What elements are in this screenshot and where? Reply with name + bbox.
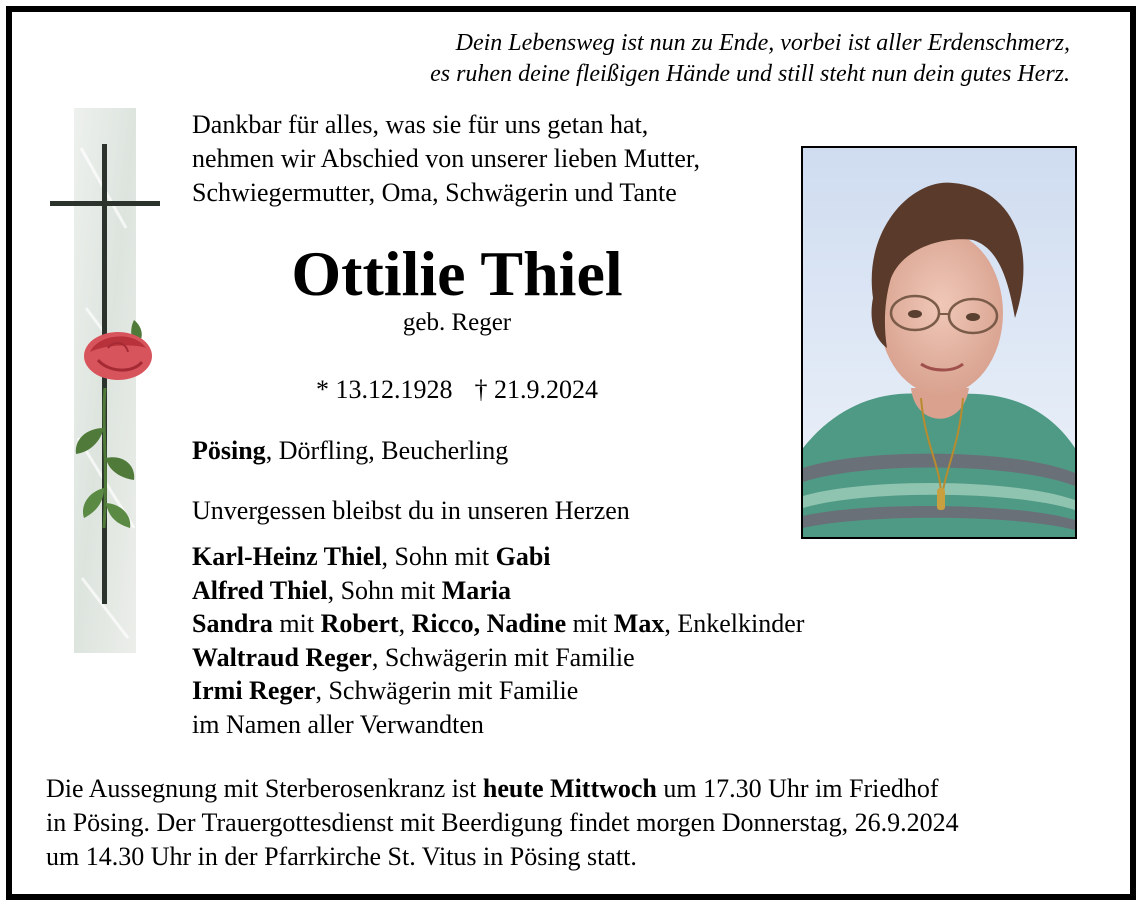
life-dates [192, 375, 722, 405]
mourner-relation: , Sohn mit [381, 542, 496, 571]
mourner-relation: , Sohn mit [327, 575, 442, 605]
intro-text [192, 108, 700, 210]
mourner-relation: , Schwägerin mit Familie [371, 642, 635, 672]
mourner-name: Waltraud Reger [192, 642, 372, 672]
place-rest: , Dörfling, Beucherling [265, 436, 509, 465]
mourner-name: Irmi Reger [192, 676, 316, 705]
places [192, 436, 508, 466]
birth-name: geb. Reger [402, 309, 512, 336]
portrait-photo [801, 146, 1077, 539]
mourner-name: Ricco, Nadine [411, 609, 567, 638]
mourner-row [192, 708, 804, 742]
epitaph-quote [430, 28, 1070, 90]
mourner-name: Karl-Heinz Thiel [192, 542, 382, 571]
mourner-relation: mit [566, 609, 614, 638]
mourner-name: Maria [441, 575, 512, 605]
place-main: Pösing [192, 436, 266, 465]
mourner-row [192, 540, 804, 574]
mourner-relation: , Enkelkinder [664, 609, 805, 638]
service-line-1 [46, 772, 959, 806]
intro-line-1: Dankbar für alles, was sie für uns getan hat, [192, 110, 649, 139]
obituary-card [6, 6, 1136, 900]
mourner-name: Gabi [495, 542, 551, 571]
mourner-relation: mit [272, 609, 321, 638]
service-line-3: um 14.30 Uhr in der Pfarrkirche St. Vitus in Pösing statt. [46, 842, 637, 871]
service-day: heute Mittwoch [482, 774, 657, 803]
intro-line-3: Schwiegermutter, Oma, Schwägerin und Tante [192, 178, 677, 207]
mourner-separator: , [398, 609, 412, 638]
mourner-name: Sandra [192, 609, 273, 638]
service-text: um 17.30 Uhr im Friedhof [656, 774, 939, 803]
mourner-relation: im Namen aller Verwandten [192, 709, 484, 739]
mourner-name: Robert [320, 609, 399, 638]
quote-line-1: Dein Lebensweg ist nun zu Ende, vorbei ist aller Erdenschmerz, [455, 30, 1070, 56]
mourner-name: Alfred Thiel [192, 575, 328, 605]
birth-date: * 13.12.1928 [316, 375, 453, 404]
cross-with-rose-icon [46, 108, 166, 653]
service-notice [46, 772, 959, 874]
mourner-relation: , Schwägerin mit Familie [315, 676, 579, 705]
mourner-row [192, 641, 804, 675]
quote-line-2: es ruhen deine fleißigen Hände und still steht nun dein gutes Herz. [430, 61, 1070, 87]
mourner-row [192, 607, 804, 641]
motto: Unvergessen bleibst du in unseren Herzen [192, 496, 630, 525]
mourner-name: Max [613, 609, 665, 638]
intro-line-2: nehmen wir Abschied von unserer lieben Mutter, [192, 144, 700, 173]
death-date: † 21.9.2024 [474, 375, 598, 404]
deceased-name: Ottilie Thiel [291, 238, 623, 309]
mourners-list [192, 540, 804, 741]
service-line-2: in Pösing. Der Trauergottesdienst mit Beerdigung findet morgen Donnerstag, 26.9.2024 [46, 808, 959, 837]
mourner-row [192, 574, 804, 608]
service-text: Die Aussegnung mit Sterberosenkranz ist [46, 774, 483, 803]
mourner-row [192, 674, 804, 708]
